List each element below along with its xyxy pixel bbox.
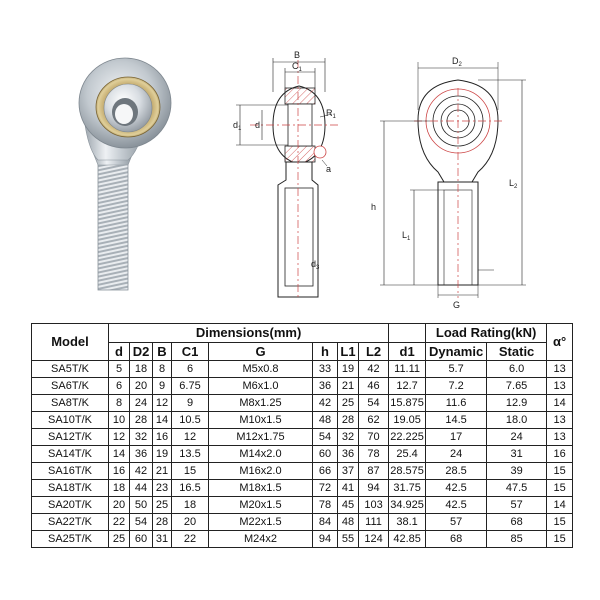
cell-model: SA16T/K [32,463,109,480]
section-view-drawing [236,58,340,300]
cell-h: 54 [313,429,338,446]
cell-static: 57 [487,497,547,514]
cell-alpha: 13 [547,412,573,429]
cell-l1: 32 [338,429,359,446]
cell-d: 18 [109,480,130,497]
spec-table [31,323,573,548]
label-d2-text: D [452,56,459,66]
alpha-header: α° [547,324,573,361]
cell-b: 12 [153,395,172,412]
cell-g: M20x1.5 [209,497,313,514]
cell-static: 12.9 [487,395,547,412]
load-rating-header: Load Rating(kN) [426,324,547,343]
label-c1 [292,61,303,73]
col-header-g: G [209,343,313,361]
cell-c1: 18 [172,497,209,514]
cell-g: M16x2.0 [209,463,313,480]
front-view-drawing [380,62,526,298]
label-r1-sub: 1 [332,114,336,120]
cell-l2: 78 [359,446,389,463]
table-row [32,446,573,463]
table-row [32,531,573,548]
cell-static: 85 [487,531,547,548]
col-header-dynamic: Dynamic [426,343,487,361]
cell-g: M10x1.5 [209,412,313,429]
cell-d2: 60 [130,531,153,548]
cell-static: 24 [487,429,547,446]
cell-d: 20 [109,497,130,514]
label-d1-sub: 1 [238,126,242,132]
cell-alpha: 14 [547,395,573,412]
label-d3-sub: 3 [316,265,320,271]
cell-dynamic: 24 [426,446,487,463]
cell-model: SA14T/K [32,446,109,463]
cell-l2: 87 [359,463,389,480]
cell-l1: 28 [338,412,359,429]
col-header-l2: L2 [359,343,389,361]
cell-dynamic: 17 [426,429,487,446]
cell-c1: 6.75 [172,378,209,395]
label-l2-sub: 2 [514,184,518,190]
cell-b: 28 [153,514,172,531]
cell-d1: 38.1 [389,514,426,531]
cell-b: 31 [153,531,172,548]
cell-l2: 42 [359,361,389,378]
cell-b: 25 [153,497,172,514]
col-header-c1: C1 [172,343,209,361]
cell-d2: 44 [130,480,153,497]
cell-h: 66 [313,463,338,480]
cell-l1: 41 [338,480,359,497]
cell-h: 42 [313,395,338,412]
cell-model: SA10T/K [32,412,109,429]
model-header: Model [32,324,109,361]
label-h: h [371,202,377,212]
cell-d1: 19.05 [389,412,426,429]
cell-d1: 31.75 [389,480,426,497]
cell-l1: 25 [338,395,359,412]
cell-static: 39 [487,463,547,480]
dimensions-header: Dimensions(mm) [109,324,389,343]
cell-d2: 20 [130,378,153,395]
table-row [32,378,573,395]
cell-g: M8x1.25 [209,395,313,412]
cell-model: SA25T/K [32,531,109,548]
col-header-d: d [109,343,130,361]
cell-g: M12x1.75 [209,429,313,446]
cell-l2: 70 [359,429,389,446]
label-d2-sub: 2 [458,62,462,68]
col-header-d1: d1 [389,343,426,361]
cell-d: 16 [109,463,130,480]
cell-c1: 6 [172,361,209,378]
spec-table-body [32,324,573,548]
cell-d1: 42.85 [389,531,426,548]
cell-d: 12 [109,429,130,446]
cell-dynamic: 11.6 [426,395,487,412]
label-l2-text: L [509,178,515,188]
cell-dynamic: 7.2 [426,378,487,395]
label-l2 [509,178,518,190]
cell-d: 25 [109,531,130,548]
cell-alpha: 13 [547,429,573,446]
table-row [32,497,573,514]
cell-alpha: 15 [547,480,573,497]
label-d2 [452,56,463,68]
label-l1-text: L [402,230,408,240]
cell-g: M14x2.0 [209,446,313,463]
cell-l1: 37 [338,463,359,480]
cell-h: 33 [313,361,338,378]
cell-l2: 111 [359,514,389,531]
rod-end-photo [79,58,171,290]
cell-model: SA22T/K [32,514,109,531]
label-c1-sub: 1 [298,67,302,73]
cell-model: SA20T/K [32,497,109,514]
col-header-d2: D2 [130,343,153,361]
cell-c1: 15 [172,463,209,480]
cell-alpha: 16 [547,446,573,463]
cell-d2: 42 [130,463,153,480]
cell-l2: 54 [359,395,389,412]
cell-c1: 9 [172,395,209,412]
cell-static: 47.5 [487,480,547,497]
cell-d: 14 [109,446,130,463]
cell-c1: 10.5 [172,412,209,429]
cell-model: SA6T/K [32,378,109,395]
cell-d2: 54 [130,514,153,531]
cell-d1: 11.11 [389,361,426,378]
cell-dynamic: 68 [426,531,487,548]
cell-static: 31 [487,446,547,463]
cell-d2: 28 [130,412,153,429]
cell-g: M6x1.0 [209,378,313,395]
label-d1-text: d [233,120,239,130]
cell-g: M24x2 [209,531,313,548]
label-l1-sub: 1 [407,236,411,242]
cell-model: SA8T/K [32,395,109,412]
cell-static: 6.0 [487,361,547,378]
cell-b: 16 [153,429,172,446]
cell-d2: 24 [130,395,153,412]
col-header-l1: L1 [338,343,359,361]
cell-alpha: 15 [547,531,573,548]
cell-dynamic: 5.7 [426,361,487,378]
cell-g: M5x0.8 [209,361,313,378]
cell-c1: 22 [172,531,209,548]
cell-h: 36 [313,378,338,395]
header-row-sub [32,343,573,361]
cell-d: 6 [109,378,130,395]
table-row [32,412,573,429]
cell-static: 7.65 [487,378,547,395]
table-row [32,480,573,497]
cell-l1: 55 [338,531,359,548]
cell-c1: 12 [172,429,209,446]
col-header-h: h [313,343,338,361]
cell-g: M18x1.5 [209,480,313,497]
cell-g: M22x1.5 [209,514,313,531]
cell-d1: 34.925 [389,497,426,514]
cell-h: 60 [313,446,338,463]
cell-d: 22 [109,514,130,531]
label-a: a [326,164,332,174]
label-c1-text: C [292,61,299,71]
cell-l2: 46 [359,378,389,395]
cell-b: 14 [153,412,172,429]
cell-l2: 62 [359,412,389,429]
col-header-static: Static [487,343,547,361]
label-b: B [294,50,301,60]
cell-b: 9 [153,378,172,395]
cell-alpha: 14 [547,497,573,514]
col-header-b: B [153,343,172,361]
cell-h: 72 [313,480,338,497]
cell-d1: 28.575 [389,463,426,480]
header-spacer [389,324,426,343]
cell-l1: 45 [338,497,359,514]
header-row-top [32,324,573,343]
cell-l2: 94 [359,480,389,497]
cell-d: 5 [109,361,130,378]
label-d3-text: d [311,259,317,269]
cell-l1: 48 [338,514,359,531]
cell-l1: 36 [338,446,359,463]
cell-alpha: 15 [547,463,573,480]
table-row [32,395,573,412]
cell-d1: 12.7 [389,378,426,395]
label-l1 [402,230,411,242]
table-row [32,429,573,446]
cell-c1: 20 [172,514,209,531]
cell-b: 19 [153,446,172,463]
cell-b: 8 [153,361,172,378]
label-r1 [326,108,337,120]
cell-d2: 36 [130,446,153,463]
cell-static: 68 [487,514,547,531]
cell-dynamic: 42.5 [426,480,487,497]
cell-dynamic: 14.5 [426,412,487,429]
cell-l2: 103 [359,497,389,514]
label-r1-text: R [326,108,333,118]
table-row [32,463,573,480]
cell-l1: 19 [338,361,359,378]
cell-model: SA12T/K [32,429,109,446]
cell-d: 10 [109,412,130,429]
cell-model: SA5T/K [32,361,109,378]
cell-l2: 124 [359,531,389,548]
label-d1 [233,120,242,132]
cell-c1: 16.5 [172,480,209,497]
cell-d2: 32 [130,429,153,446]
cell-d1: 25.4 [389,446,426,463]
cell-dynamic: 42.5 [426,497,487,514]
cell-l1: 21 [338,378,359,395]
cell-h: 78 [313,497,338,514]
cell-static: 18.0 [487,412,547,429]
cell-model: SA18T/K [32,480,109,497]
cell-d: 8 [109,395,130,412]
table-row [32,514,573,531]
label-d: d [255,120,261,130]
table-row [32,361,573,378]
cell-dynamic: 57 [426,514,487,531]
cell-h: 48 [313,412,338,429]
cell-d1: 15.875 [389,395,426,412]
label-g: G [453,300,461,310]
cell-d2: 18 [130,361,153,378]
cell-d2: 50 [130,497,153,514]
cell-dynamic: 28.5 [426,463,487,480]
cell-h: 84 [313,514,338,531]
cell-b: 21 [153,463,172,480]
cell-alpha: 13 [547,378,573,395]
cell-alpha: 13 [547,361,573,378]
cell-alpha: 15 [547,514,573,531]
cell-c1: 13.5 [172,446,209,463]
cell-b: 23 [153,480,172,497]
cell-d1: 22.225 [389,429,426,446]
cell-h: 94 [313,531,338,548]
